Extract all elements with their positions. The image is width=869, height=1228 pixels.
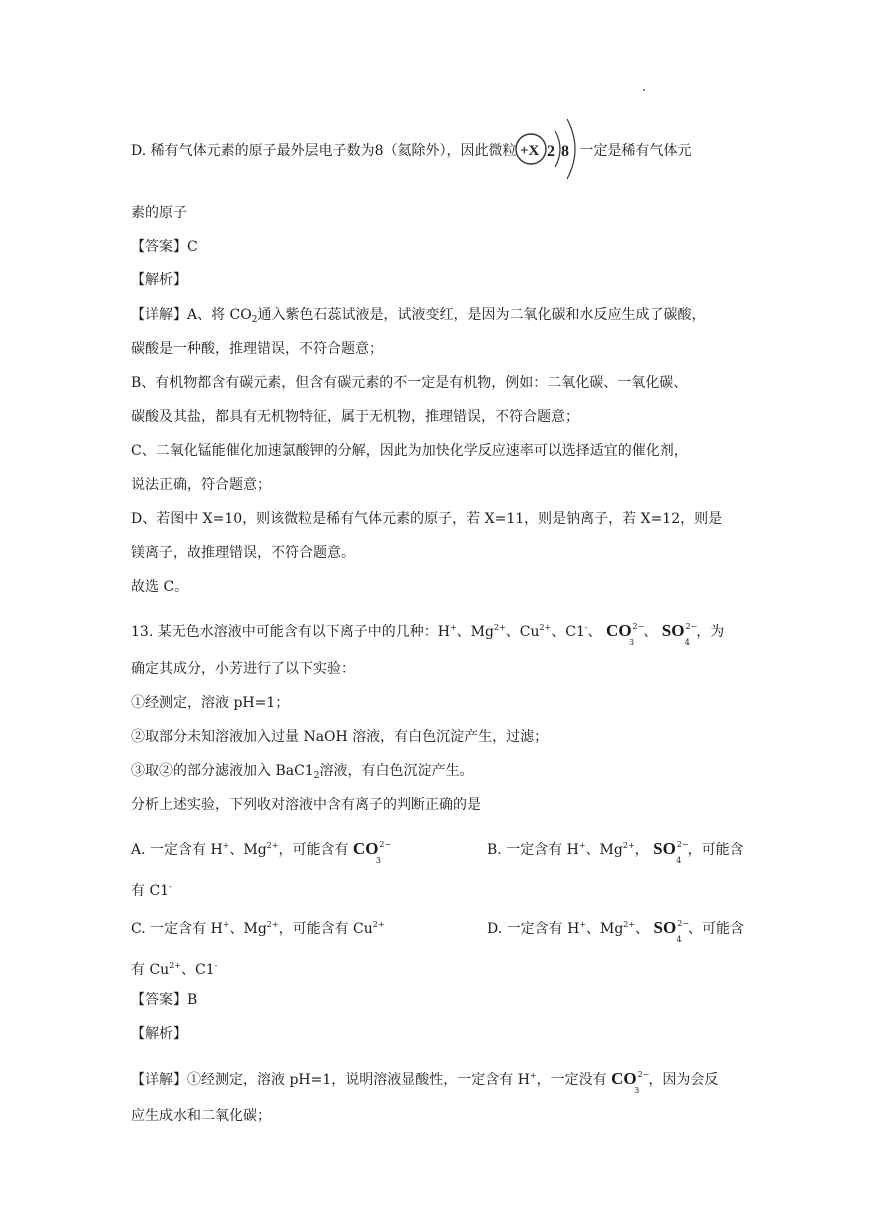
stray-dot [643,89,645,91]
q13-option-b: B. 一定含有 H+、$Mg^{2+}$， $SO^{2-}$ 4 ，可能含 [487,839,744,865]
q13-question: 分析上述实验，下列收对溶液中含有离子的判断正确的是 [131,797,481,813]
atom-structure-diagram [517,109,635,189]
carbonate-ion: $CO^{2-}$ 3 [352,839,392,865]
detail-12-line5: C、二氧化锰能催化加速氯酸钾的分解，因此为加快化学反应速率可以选择适宜的催化剂， [131,443,688,459]
q13-option-c: C. 一定含有 H+、$Mg^{2+}$，可能含有 $Cu^{2+}$ [131,920,385,937]
sulfate-ion: $SO^{2-}$ 4 [653,918,690,944]
detail-12-line8: 镁离子，故推理错误，不符合题意。 [131,545,355,561]
detail-12-line1: 【详解】A、将 $CO_2$通入紫色石蕊试液是，试液变红，是因为二氧化碳和水反应生成了碳酸， [131,307,706,325]
q13-option-b-continuation: 有 C1- [131,882,172,899]
shell1-electrons: 2 [546,143,555,160]
prev-option-d-text: D. 稀有气体元素的原子最外层电子数为8（氦除外），因此微粒 [131,143,517,159]
nucleus-label: +X [519,143,539,159]
q13-exp1: ①经测定，溶液 pH=1； [131,695,290,711]
shell2-electrons: 8 [560,143,569,160]
answer-13: 【答案】B [131,992,198,1008]
analysis-12: 【解析】 [131,272,187,288]
q13-exp3: ③取②的部分滤液加入 $BaC1_2$溶液，有白色沉淀产生。 [131,763,474,781]
answer-12: 【答案】C [131,239,198,255]
q13-exp2: ②取部分未知溶液加入过量 NaOH 溶液，有白色沉淀产生，过滤； [131,729,549,745]
sulfate-ion: $SO^{2-}$ 4 [661,621,698,647]
prev-option-d-text-after: 一定是稀有气体元 [579,143,692,159]
q13-option-d: D. 一定含有 H+、$Mg^{2+}$、 $SO^{2-}$ 4 、可能含 [487,918,745,944]
detail-13-line1: 【详解】①经测定，溶液 pH=1，说明溶液显酸性，一定含有 H+，一定没有 $CO^{2-}$ 3 ，因为会反 [131,1069,719,1095]
analysis-13: 【解析】 [131,1026,187,1042]
q13-stem-line2: 确定其成分，小芳进行了以下实验： [131,661,355,677]
carbonate-ion: $CO^{2-}$ 3 [611,1069,650,1095]
prev-option-d [131,141,692,161]
detail-12-line2: 碳酸是一种酸，推理错误，不符合题意； [131,341,383,357]
detail-12-line6: 说法正确，符合题意； [131,477,271,493]
carbonate-ion: $CO^{2-}$ 3 [606,621,645,647]
detail-12-line4: 碳酸及其盐，都具有无机物特征，属于无机物，推理错误，不符合题意； [131,409,579,425]
detail-13-line2: 应生成水和二氧化碳； [131,1108,271,1124]
detail-12-line3: B、有机物都含有碳元素，但含有碳元素的不一定是有机物，例如：二氧化碳、一氧化碳、 [131,375,688,391]
detail-12-line7: D、若图中 X=10，则该微粒是稀有气体元素的原子，若 X=11，则是钠离子，若 X=12，则是 [131,511,723,527]
q13-option-d-continuation: 有 $Cu^{2+}$、C1- [131,961,218,978]
q13-option-a: A. 一定含有 H+、$Mg^{2+}$，可能含有 $CO^{2-}$ 3 [131,839,392,865]
q13-stem-line1: 13. 某无色水溶液中可能含有以下离子中的几种：H+、$Mg^{2+}$、$Cu^{2+}$、C1-、 $CO^{2-}$ 3 、 $SO^{2-}$ 4 ，为 [131,621,725,647]
detail-12-line9: 故选 C。 [131,579,189,595]
prev-option-d-continuation: 素的原子 [131,205,187,221]
sulfate-ion: $SO^{2-}$ 4 [653,839,689,865]
